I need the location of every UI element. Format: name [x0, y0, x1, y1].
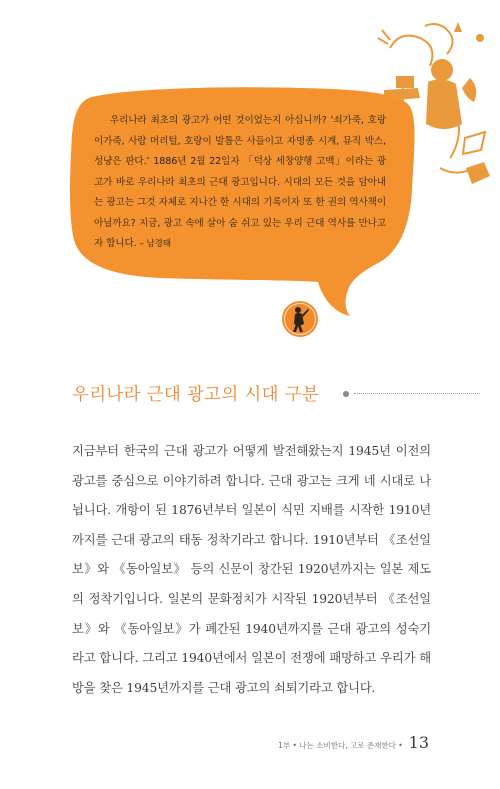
- running-head: 1부 • 나는 소비한다, 고로 존재한다 •: [278, 741, 403, 750]
- intro-author: – 남경태: [139, 239, 171, 249]
- intro-quote: [94, 111, 386, 255]
- heading-dotted-rule: [354, 393, 480, 394]
- body-paragraph: 지금부터 한국의 근대 광고가 어떻게 발전해왔는지 1945년 이전의 광고를 중심으로 이야기하려 합니다. 근대 광고는 크게 네 시대로 나뉩니다. 개항이 된 1876년부터 일본이 식민 지배를 시작한 1910년까지를 근대 광고의 태동 정착기라고 합니다. 1910년부터 《조선일보》와 《동아일보》 등의 신문이 창간된 1920년까지는 일본 제도의 정착기입니다. 일본의 문화정치가 시작된 1920년부터 《조선일보》와 《동아일보》가 폐간된 1940년까지를 근대 광고의 성숙기라고 합니다. 그리고 1940년에서 일본이 전쟁에 패망하고 우리가 해방을 찾은 1945년까지를 근대 광고의 쇠퇴기라고 합니다.: [72, 444, 431, 695]
- figure-badge-icon: [281, 300, 319, 338]
- intro-text: 우리나라 최초의 광고가 어떤 것이었는지 아십니까? ‘쇠가죽, 호랑이가죽, 사람 머리털, 호랑이 발톱은 사들이고 자명종 시계, 뮤직 박스, 성냥은 판다.’ 1886년 2월 22일자 「덕상 세창양행 고백」이라는 광고가 바로 우리나라 최초의 근대 광고입니다. 시대의 모든 것을 담아내는 광고는 그것 자체로 지나간 한 시대의 기록이자 또 한 권의 역사책이 아닐까요? 지금, 광고 속에 살아 숨 쉬고 있는 우리 근대 역사를 만나고자 합니다.: [94, 115, 386, 249]
- section-heading: 우리나라 근대 광고의 시대 구분: [72, 385, 320, 405]
- page-number: 13: [408, 733, 429, 752]
- heading-bullet: [343, 391, 349, 397]
- page-footer: [278, 733, 429, 752]
